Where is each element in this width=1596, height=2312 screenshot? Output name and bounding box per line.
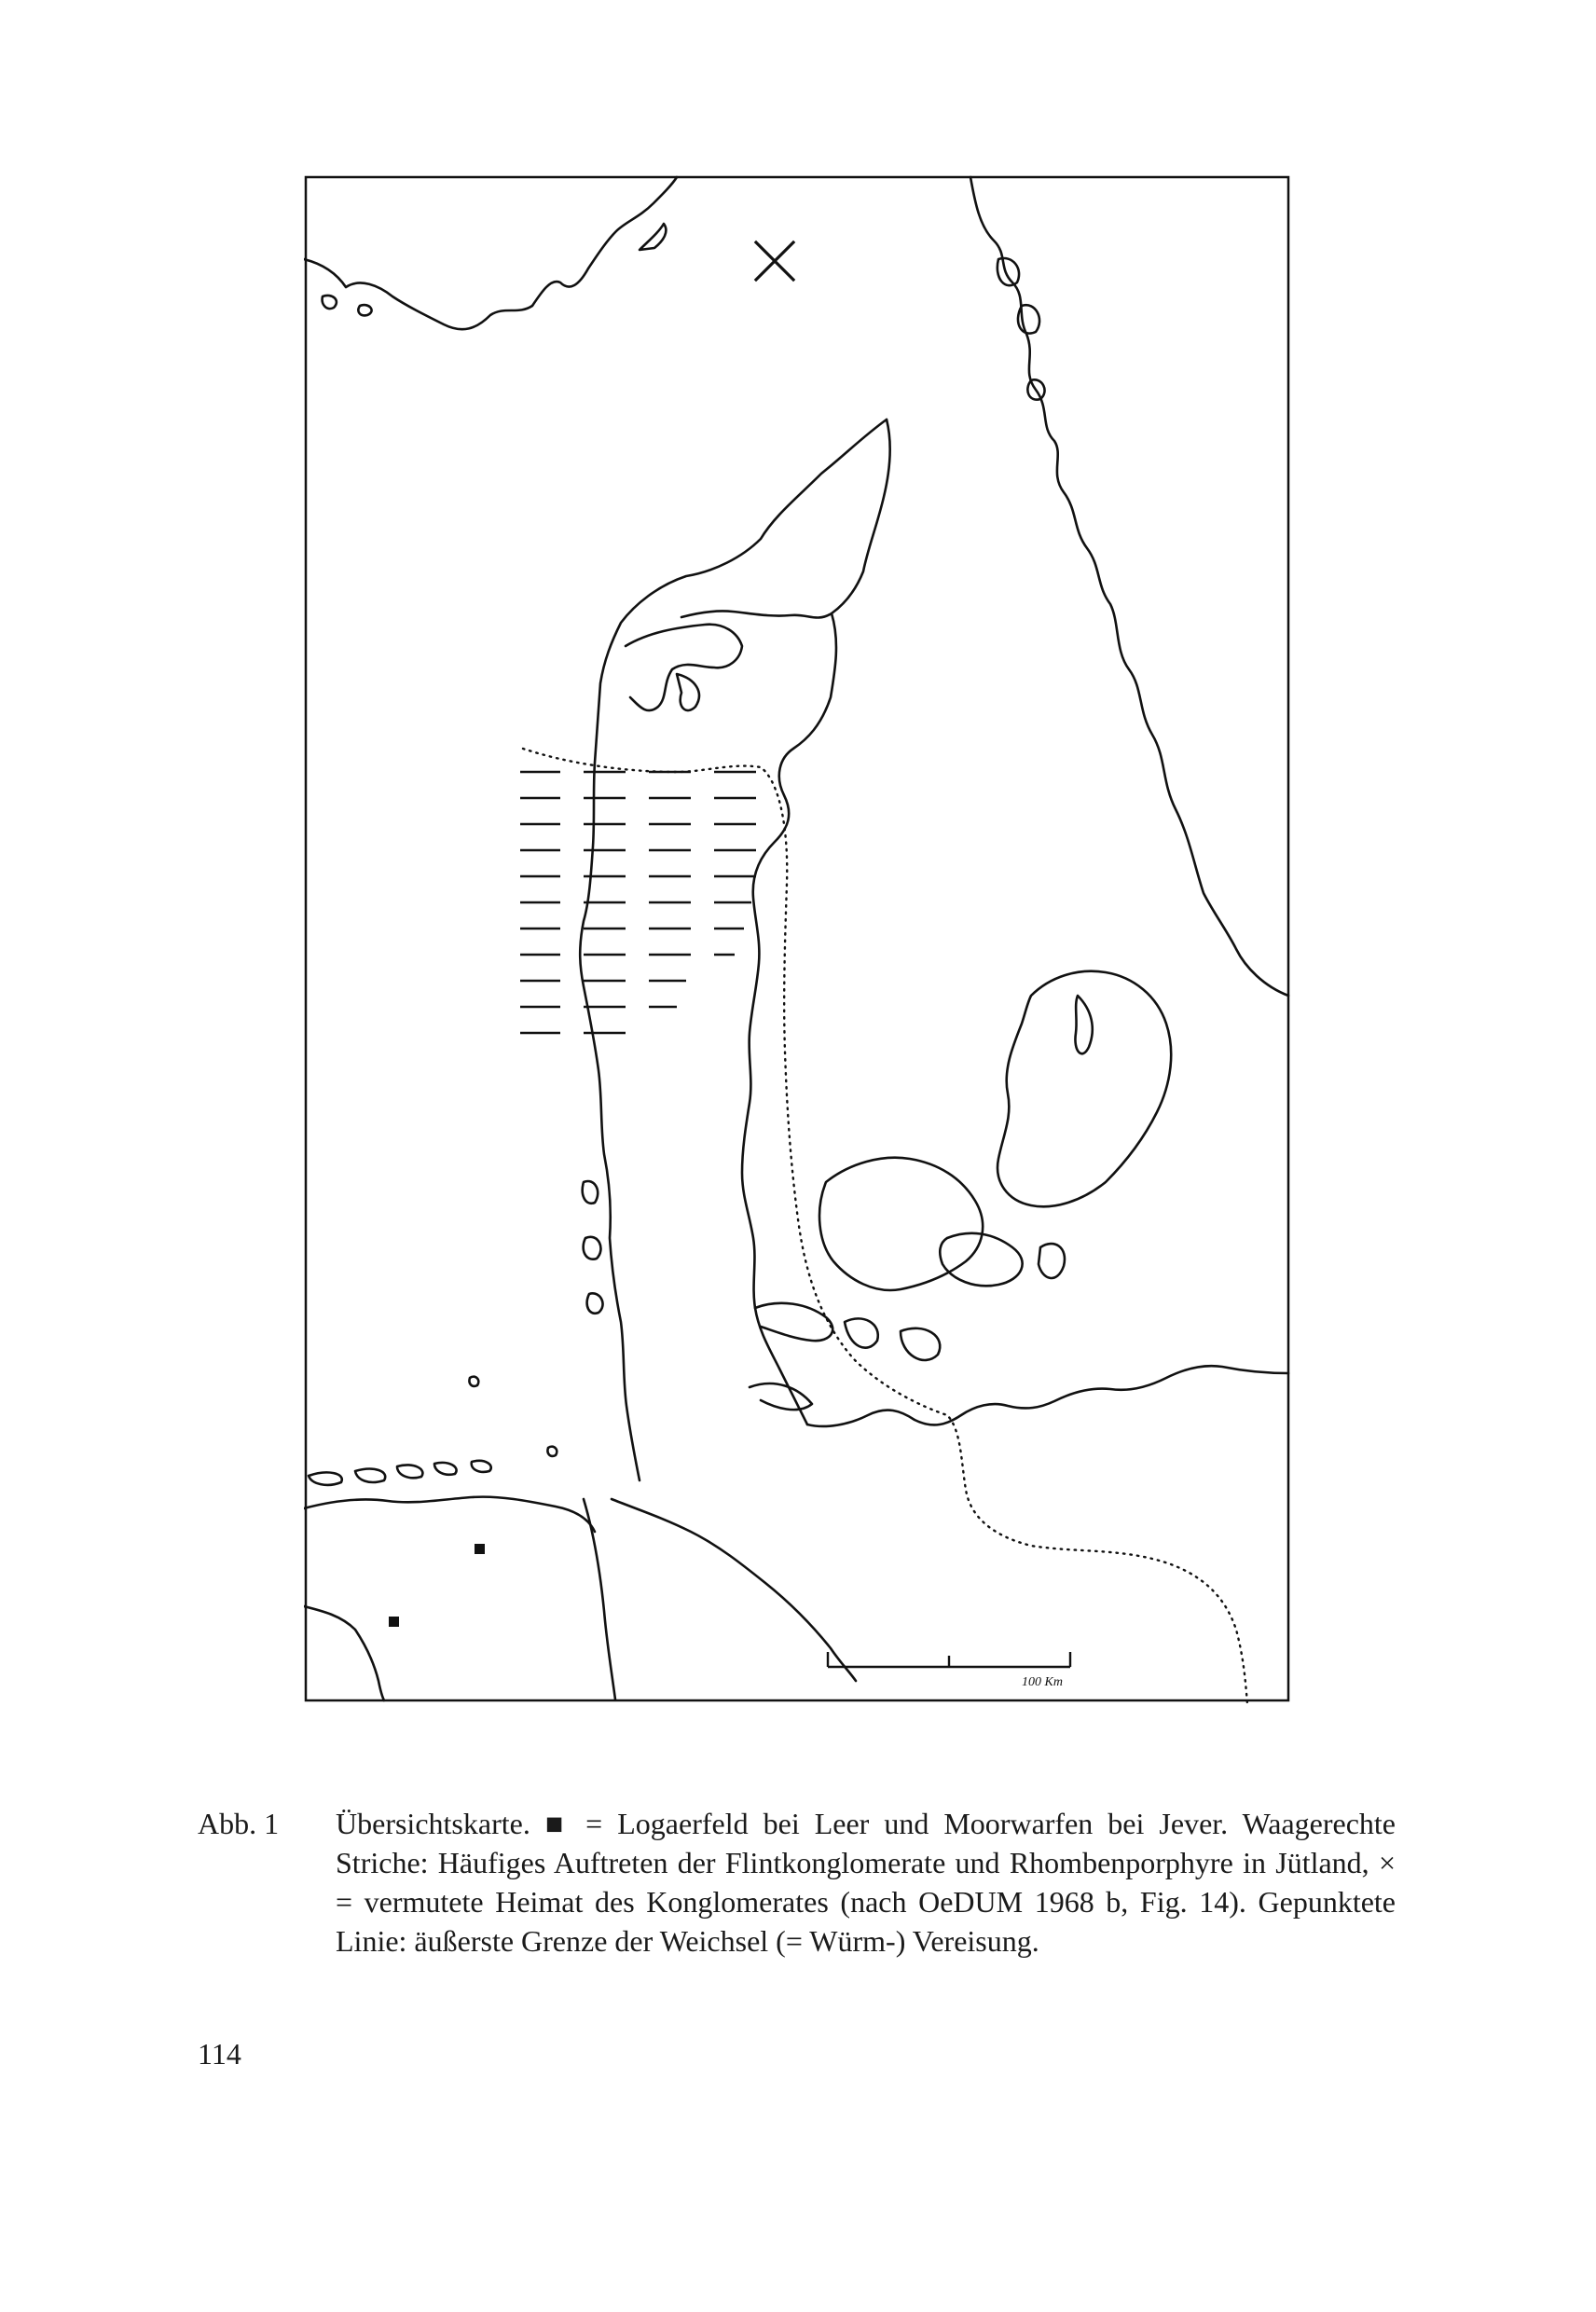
norway-inlet xyxy=(640,224,666,250)
overview-map-figure xyxy=(304,175,1290,1704)
jutland-northeast-coast xyxy=(681,420,890,618)
funen-island xyxy=(819,1158,983,1290)
sweden-islands xyxy=(998,258,1045,400)
overview-map xyxy=(304,175,1290,1704)
zealand-fjord xyxy=(1075,996,1092,1053)
scale-bar xyxy=(828,1652,1070,1667)
limfjord-inner xyxy=(677,674,699,710)
funen-south-islands xyxy=(845,1318,940,1360)
frisian-islands xyxy=(309,1461,491,1485)
jutland-west-coast xyxy=(580,420,887,1480)
page-number: 114 xyxy=(198,2037,241,2071)
weichsel-ice-limit xyxy=(523,749,1247,1704)
map-frame xyxy=(306,177,1288,1700)
lolland-falster xyxy=(940,1233,1065,1286)
moorwarfen-square-marker xyxy=(389,1617,399,1627)
scale-label: 100 Km xyxy=(1022,1675,1063,1689)
east-frisian-coast xyxy=(304,1497,595,1532)
hatched-area xyxy=(520,772,756,1033)
germany-north-coast xyxy=(807,1366,1288,1426)
limfjord xyxy=(626,625,742,710)
ems-estuary xyxy=(304,1606,384,1700)
logaerfeld-square-marker xyxy=(475,1544,485,1554)
caption-label: Abb. 1 xyxy=(198,1807,280,1840)
norway-islets xyxy=(323,296,372,315)
wadden-islands xyxy=(583,1181,603,1314)
sweden-coastline xyxy=(970,177,1288,996)
weser-river xyxy=(584,1499,615,1700)
zealand-island xyxy=(998,971,1171,1207)
origin-x-marker xyxy=(756,242,793,280)
caption-text: Übersichtskarte. ■ = Logaerfeld bei Leer und Moorwarfen bei Jever. Waagerechte Striche: Häufiges Auftreten der Flintkonglomerate und Rhombenporphyre in Jütland, × = vermutete Heimat des Konglomerates (nach OeDUM 1968 b, Fig. 14). Gepunktete Linie: äußerste Grenze der Weichsel (= Würm-) Vereisung. xyxy=(336,1807,1396,1958)
elbe-estuary xyxy=(612,1499,856,1681)
north-sea-islets xyxy=(469,1377,557,1456)
